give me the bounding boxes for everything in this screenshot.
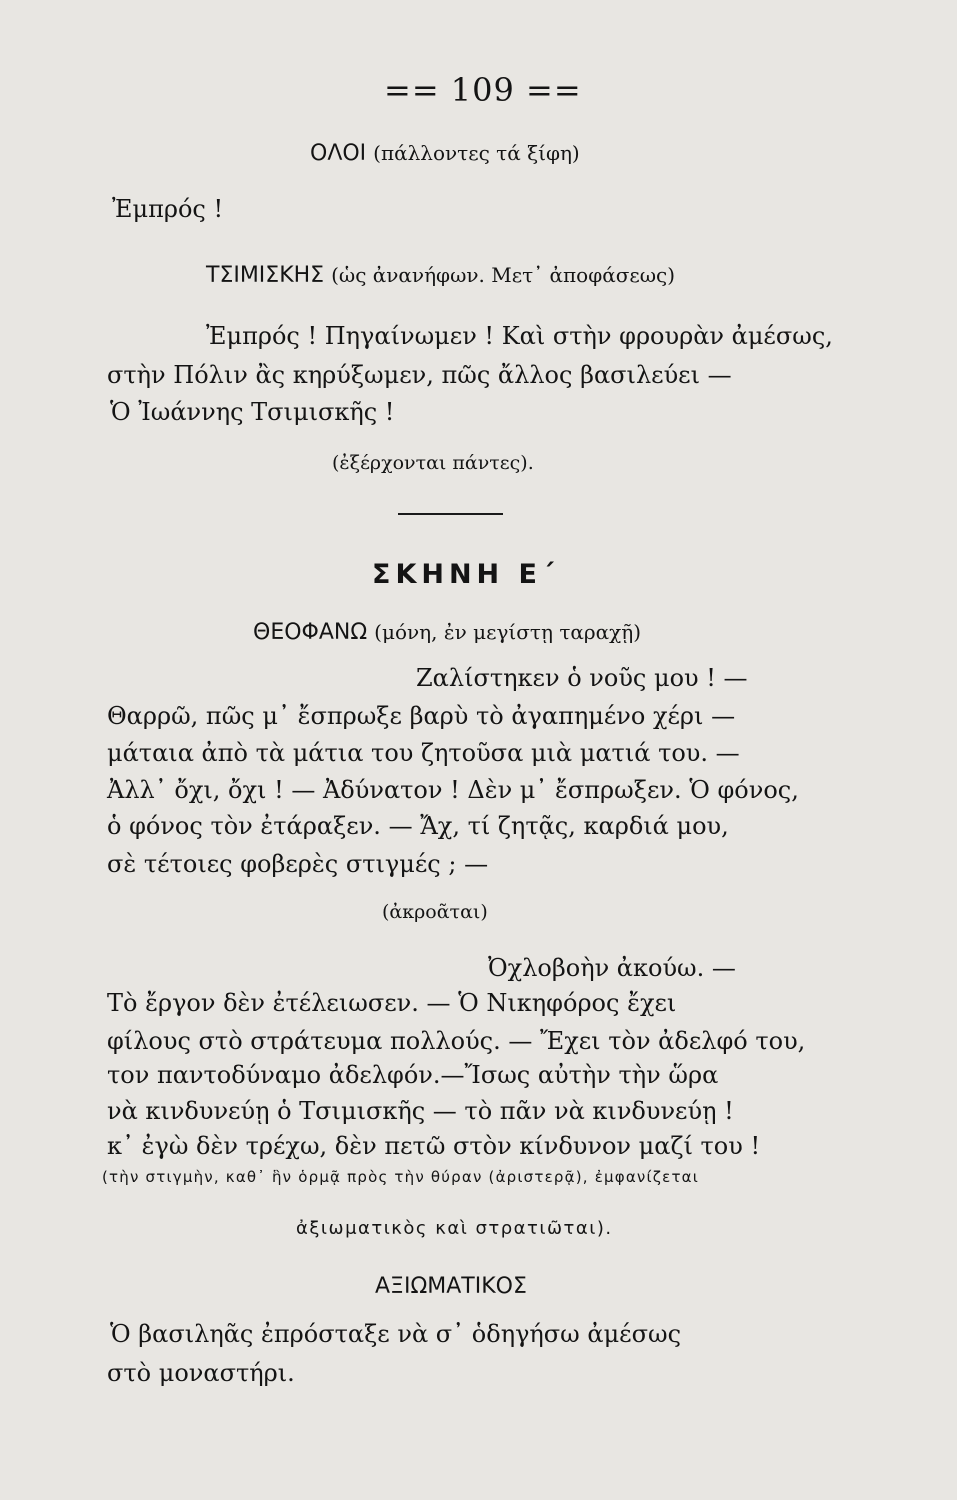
speaker-name-axiomatikos: ΑΞΙΩΜΑΤΙΚΟΣ bbox=[375, 1274, 527, 1299]
speaker-name: ΘΕΟΦΑΝΩ bbox=[253, 620, 368, 645]
verse-line: Ὀχλοβοὴν ἀκούω. — bbox=[488, 954, 736, 982]
stage-direction: (τὴν στιγμὴν, καθ᾿ ἣν ὁρμᾷ πρὸς τὴν θύραν (ἀριστερᾷ), ἐμφανίζεται bbox=[102, 1168, 700, 1186]
verse-line: Θαρρῶ, πῶς μ᾿ ἔσπρωξε βαρὺ τὸ ἀγαπημένο χέρι — bbox=[107, 702, 736, 730]
verse-line: Ζαλίστηκεν ὁ νοῦς μου ! — bbox=[416, 664, 748, 692]
speaker-name: ΤΣΙΜΙΣΚΗΣ bbox=[206, 263, 325, 288]
verse-line: στὸ μοναστήρι. bbox=[107, 1359, 295, 1387]
page-number: == 109 == bbox=[384, 71, 582, 109]
speaker-line-theofano bbox=[253, 622, 641, 644]
verse-line: τον παντοδύναμο ἀδελφόν.—Ἴσως αὐτὴν τὴν ὥρα bbox=[107, 1061, 719, 1089]
verse-line: Ἐμπρός ! bbox=[112, 195, 224, 223]
verse-line: φίλους στὸ στράτευμα πολλούς. — Ἔχει τὸν ἀδελφό του, bbox=[107, 1027, 806, 1055]
verse-line: ὁ φόνος τὸν ἐτάραξεν. — Ἄχ, τί ζητᾷς, καρδιά μου, bbox=[107, 812, 729, 840]
verse-line: σὲ τέτοιες φοβερὲς στιγμές ; — bbox=[107, 850, 489, 878]
verse-line: Ὁ Ἰωάννης Τσιμισκῆς ! bbox=[110, 398, 395, 426]
section-divider bbox=[398, 513, 503, 515]
stage-direction: (ὡς ἀνανήφων. Μετ᾿ ἀποφάσεως) bbox=[331, 263, 676, 287]
scene-title: ΣΚΗΝΗ Ε΄ bbox=[372, 559, 559, 590]
stage-direction: (μόνη, ἐν μεγίστῃ ταραχῇ) bbox=[374, 620, 642, 644]
verse-line: νὰ κινδυνεύῃ ὁ Τσιμισκῆς — τὸ πᾶν νὰ κινδυνεύῃ ! bbox=[107, 1097, 734, 1125]
verse-line: Ὁ βασιληᾶς ἐπρόσταξε νὰ σ᾿ ὁδηγήσω ἀμέσως bbox=[110, 1320, 682, 1348]
verse-line: κ᾿ ἐγὼ δὲν τρέχω, δὲν πετῶ στὸν κίνδυνον μαζί του ! bbox=[107, 1132, 761, 1160]
speaker-name: ΟΛΟΙ bbox=[310, 141, 367, 166]
speaker-line-tsimiskis bbox=[206, 265, 675, 287]
verse-line: Ἀλλ᾿ ὄχι, ὄχι ! — Ἀδύνατον ! Δὲν μ᾿ ἔσπρωξεν. Ὁ φόνος, bbox=[107, 776, 799, 804]
verse-line: Τὸ ἔργον δὲν ἐτέλειωσεν. — Ὁ Νικηφόρος ἔχει bbox=[107, 989, 677, 1017]
verse-line: μάταια ἀπὸ τὰ μάτια του ζητοῦσα μιὰ ματιά του. — bbox=[107, 739, 740, 767]
verse-line: στὴν Πόλιν ἂς κηρύξωμεν, πῶς ἄλλος βασιλεύει — bbox=[107, 361, 732, 389]
speaker-line-oloi bbox=[310, 143, 580, 165]
stage-direction: (ἐξέρχονται πάντες). bbox=[332, 452, 534, 474]
stage-direction: ἀξιωματικὸς καὶ στρατιῶται). bbox=[296, 1218, 613, 1239]
stage-direction: (ἀκροᾶται) bbox=[382, 901, 488, 923]
stage-direction: (πάλλοντες τά ξίφη) bbox=[373, 141, 580, 165]
verse-line: Ἐμπρός ! Πηγαίνωμεν ! Καὶ στὴν φρουρὰν ἀμέσως, bbox=[206, 322, 833, 350]
